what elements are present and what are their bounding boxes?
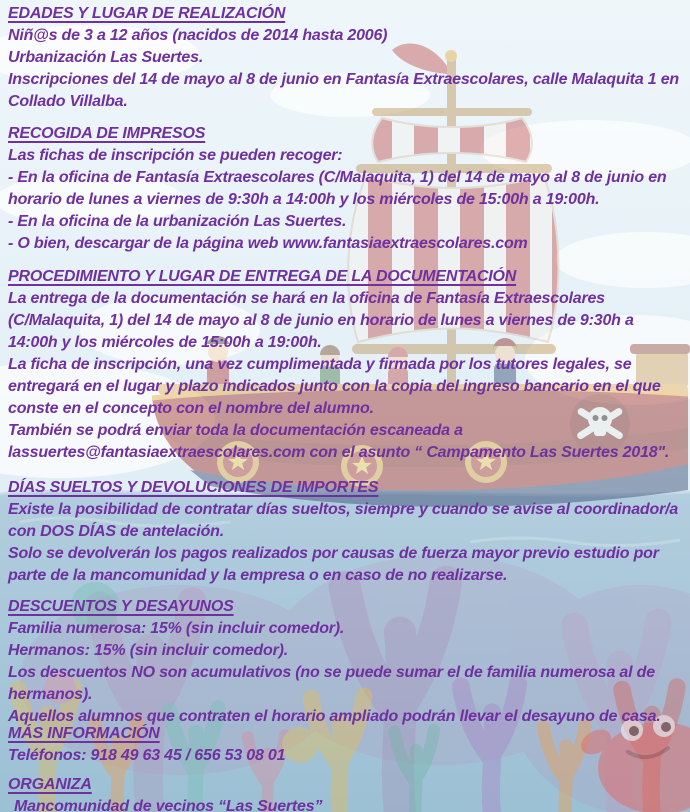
section-dias-sueltos <box>8 477 686 587</box>
paragraph-edades-3: Inscripciones del 14 de mayo al 8 de junio en Fantasía Extraescolares, calle Malaquita 1 en Collado Villalba. <box>8 71 679 110</box>
paragraph-recogida-4: - O bien, descargar de la página web www.fantasiaextraescolares.com <box>8 235 528 252</box>
paragraph-dias-2: Solo se devolverán los pagos realizados por causas de fuerza mayor previo estudio por parte de la mancomunidad y la empresa o en caso de no realizarse. <box>8 545 659 584</box>
paragraph-procedimiento-3: También se podrá enviar toda la documentación escaneada a lassuertes@fantasiaextraescolares.com con el asunto “ Campamento Las Suertes 2018". <box>8 422 670 461</box>
paragraph-organiza: Mancomunidad de vecinos “Las Suertes” <box>14 798 323 812</box>
paragraph-procedimiento-1: La entrega de la documentación se hará en la oficina de Fantasía Extraescolares (C/Malaquita, 1) del 14 de mayo al 8 de junio en horario de lunes a viernes de 9:30h a 14:00h y los miércoles de 15:00h a 19:00h. <box>8 290 634 351</box>
paragraph-descuentos-2: Hermanos: 15% (sin incluir comedor). <box>8 642 288 659</box>
section-procedimiento <box>8 266 686 464</box>
paragraph-edades-1: Niñ@s de 3 a 12 años (nacidos de 2014 hasta 2006) <box>8 27 388 44</box>
section-organiza <box>8 774 686 812</box>
paragraph-descuentos-4: Aquellos alumnos que contraten el horario ampliado podrán llevar el desayuno de casa. <box>8 708 661 725</box>
paragraph-descuentos-1: Familia numerosa: 15% (sin incluir comedor). <box>8 620 345 637</box>
paragraph-recogida-3: - En la oficina de la urbanización Las Suertes. <box>8 213 347 230</box>
section-edades <box>8 3 686 113</box>
paragraph-telefonos: Teléfonos: 918 49 63 45 / 656 53 08 01 <box>8 747 286 764</box>
section-descuentos <box>8 596 686 728</box>
section-recogida <box>8 123 686 255</box>
heading-organiza: ORGANIZA <box>8 776 92 793</box>
heading-edades: EDADES Y LUGAR DE REALIZACIÓN <box>8 5 286 22</box>
paragraph-recogida-1: Las fichas de inscripción se pueden recoger: <box>8 147 343 164</box>
paragraph-procedimiento-2: La ficha de inscripción, una vez cumplimentada y firmada por los tutores legales, se entregará en el lugar y plazo indicados junto con la copia del ingreso bancario en el que conste en el concepto con el nombre del alumno. <box>8 356 661 417</box>
paragraph-dias-1: Existe la posibilidad de contratar días sueltos, siempre y cuando se avise al coordinador/a con DOS DÍAS de antelación. <box>8 501 679 540</box>
heading-recogida: RECOGIDA DE IMPRESOS <box>8 125 206 142</box>
heading-dias-sueltos: DÍAS SUELTOS Y DEVOLUCIONES DE IMPORTES <box>8 479 379 496</box>
paragraph-edades-2: Urbanización Las Suertes. <box>8 49 204 66</box>
heading-procedimiento: PROCEDIMIENTO Y LUGAR DE ENTREGA DE LA DOCUMENTACIÓN <box>8 268 517 285</box>
heading-descuentos: DESCUENTOS Y DESAYUNOS <box>8 598 234 615</box>
paragraph-descuentos-3: Los descuentos NO son acumulativos (no se puede sumar el de familia numerosa al de hermanos). <box>8 664 655 703</box>
section-mas-informacion <box>8 723 686 767</box>
paragraph-recogida-2: - En la oficina de Fantasía Extraescolares (C/Malaquita, 1) del 14 de mayo al 8 de junio en horario de lunes a viernes de 9:30h a 14:00h y los miércoles de 15:00h a 19:00h. <box>8 169 667 208</box>
heading-mas-informacion: MÁS INFORMACIÓN <box>8 725 160 742</box>
